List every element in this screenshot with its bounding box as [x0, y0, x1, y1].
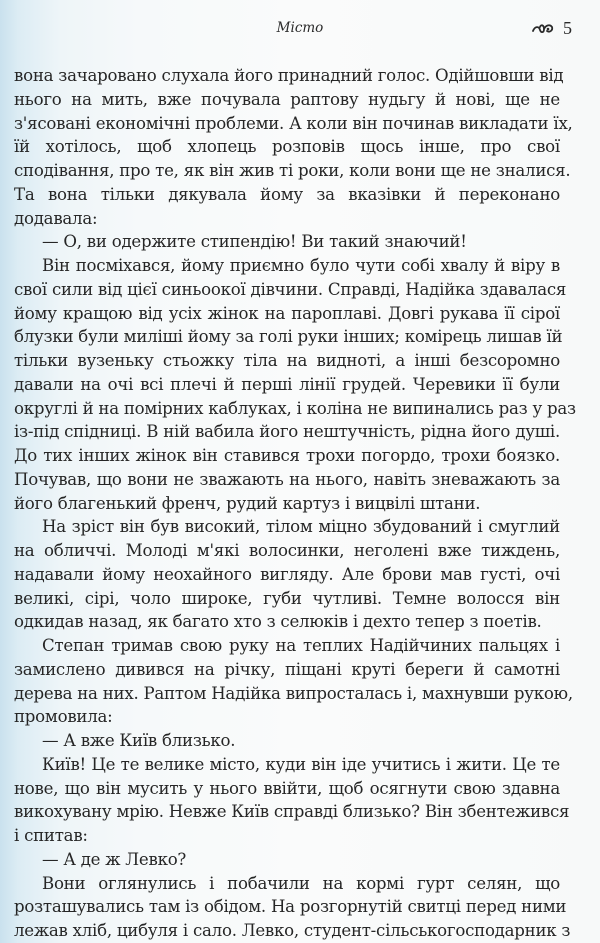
text-line: їй хотілось, щоб хлопець розповів щось інше, про свої: [14, 137, 560, 157]
text-line: свої сили від цієї синьоокої дівчини. Справді, Надійка здавалася: [14, 279, 567, 299]
text-line: додавала:: [14, 208, 98, 228]
text-line: Та вона тільки дякувала йому за вказівки й переконано: [14, 184, 560, 204]
body-text: [14, 64, 576, 943]
text-line: дерева на них. Раптом Надійка випросталась і, махнувши рукою,: [14, 683, 573, 703]
text-line: промовила:: [14, 707, 113, 727]
text-line: викохувану мрію. Невже Київ справді близько? Він збентежився: [14, 802, 570, 822]
running-title: Місто: [276, 20, 324, 36]
text-line: надавали йому неохайного вигляду. Але брови мав густі, очі: [14, 564, 560, 584]
text-line: Вони оглянулись і побачили на кормі гурт селян, що: [42, 873, 560, 893]
text-line: блузки були миліші йому за голі руки інших; комірець лишав їй: [14, 327, 563, 347]
text-line: На зріст він був високий, тілом міцно збудований і смуглий: [42, 517, 560, 537]
text-line: нове, що він мусить у нього ввійти, щоб осягнути свою здавна: [14, 778, 560, 798]
page-number: 5: [563, 18, 572, 38]
text-line: сподівання, про те, як він жив ті роки, коли вони ще не зналися.: [14, 161, 571, 180]
page-number-group: [532, 18, 572, 39]
text-line: нього на мить, вже почувала раптову нудьгу й нові, ще не: [14, 89, 560, 109]
text-line: Він посміхався, йому приємно було чути собі хвалу й віру в: [42, 256, 560, 275]
fleuron-ornament-icon: [532, 22, 554, 36]
text-line: йому кращою від усіх жінок на пароплаві. Довгі рукава її сірої: [14, 303, 560, 323]
text-line: із-під спідниці. В ній вабила його нештучність, рідна його душі.: [14, 422, 560, 442]
text-line: його благенький френч, рудий картуз і вицвілі штани.: [14, 493, 481, 513]
text-line: лежав хліб, цибуля і сало. Левко, студент-сільськогосподарник з: [14, 921, 571, 940]
text-line: вона зачаровано слухала його принадний голос. Одійшовши від: [14, 66, 564, 85]
text-line: одкидав назад, як багато хто з селюків і дехто тепер з поетів.: [14, 612, 542, 632]
text-line: Почував, що вони не зважають на нього, навіть зневажають за: [14, 469, 560, 489]
text-line: — О, ви одержите стипендію! Ви такий знаючий!: [42, 232, 467, 252]
page-header: [0, 18, 600, 42]
text-line: округлі й на помірних каблуках, і коліна не випинались раз у раз: [14, 398, 576, 418]
text-line: Степан тримав свою руку на теплих Надійчиних пальцях і: [42, 636, 560, 655]
text-line: тільки вузеньку стьожку тіла на видноті, а інші безсоромно: [14, 351, 560, 370]
text-line: розташувались там із обідом. На розгорнутій свитці перед ними: [14, 897, 567, 917]
text-line: давали на очі всі плечі й перші лінії грудей. Черевики її були: [14, 374, 560, 394]
text-line: з'ясовані економічні проблеми. А коли він починав викладати їх,: [14, 113, 573, 133]
text-line: Київ! Це те велике місто, куди він іде учитись і жити. Це те: [42, 754, 560, 774]
text-line: — А де ж Левко?: [42, 849, 187, 869]
text-line: До тих інших жінок він ставився трохи погордо, трохи боязко.: [14, 446, 560, 465]
text-line: великі, сірі, чоло широке, губи чутливі. Темне волосся він: [14, 588, 560, 608]
text-line: замислено дивився на річку, піщані круті береги й самотні: [14, 659, 560, 679]
text-line: — А вже Київ близько.: [42, 731, 236, 750]
text-line: на обличчі. Молоді м'які волосинки, неголені вже тиждень,: [14, 541, 560, 560]
text-line: і спитав:: [14, 826, 88, 845]
